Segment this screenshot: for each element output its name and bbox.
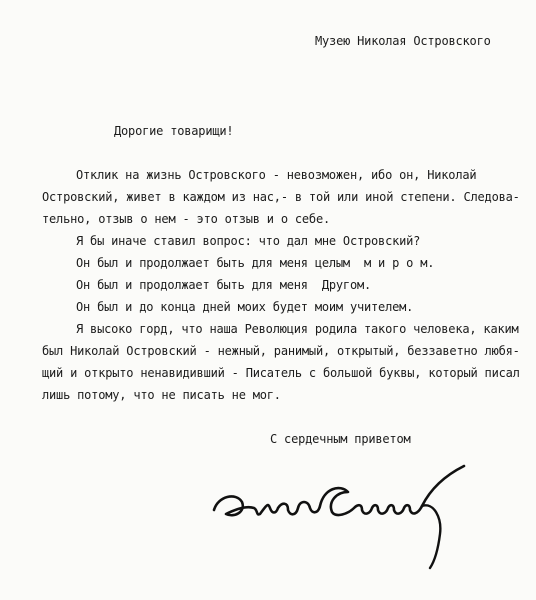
body-line: тельно, отзыв о нем - это отзыв и о себе. (42, 212, 331, 226)
body-line: щий и открыто ненавидивший - Писатель с большой буквы, который писал (42, 366, 520, 380)
body-line: Он был и до конца дней моих будет моим учителем. (76, 300, 414, 314)
handwritten-signature (208, 462, 478, 572)
body-line: Я бы иначе ставил вопрос: что дал мне Островский? (76, 234, 421, 248)
greeting: Дорогие товарищи! (114, 124, 234, 138)
body-line: Я высоко горд, что наша Революция родила такого человека, каким (76, 322, 519, 336)
closing-line: С сердечным приветом (270, 432, 411, 446)
body-line: лишь потому, что не писать не мог. (42, 388, 281, 402)
body-line: Он был и продолжает быть для меня Другом. (76, 278, 372, 292)
addressee-line: Музею Николая Островского (315, 34, 491, 48)
body-line: Островский, живет в каждом из нас,- в той или иной степени. Следова- (42, 190, 520, 204)
body-line: Он был и продолжает быть для меня целым м и р о м. (76, 256, 435, 270)
body-line: был Николай Островский - нежный, ранимый, открытый, беззаветно любя- (42, 344, 520, 358)
body-line: Отклик на жизнь Островского - невозможен, ибо он, Николай (76, 168, 477, 182)
